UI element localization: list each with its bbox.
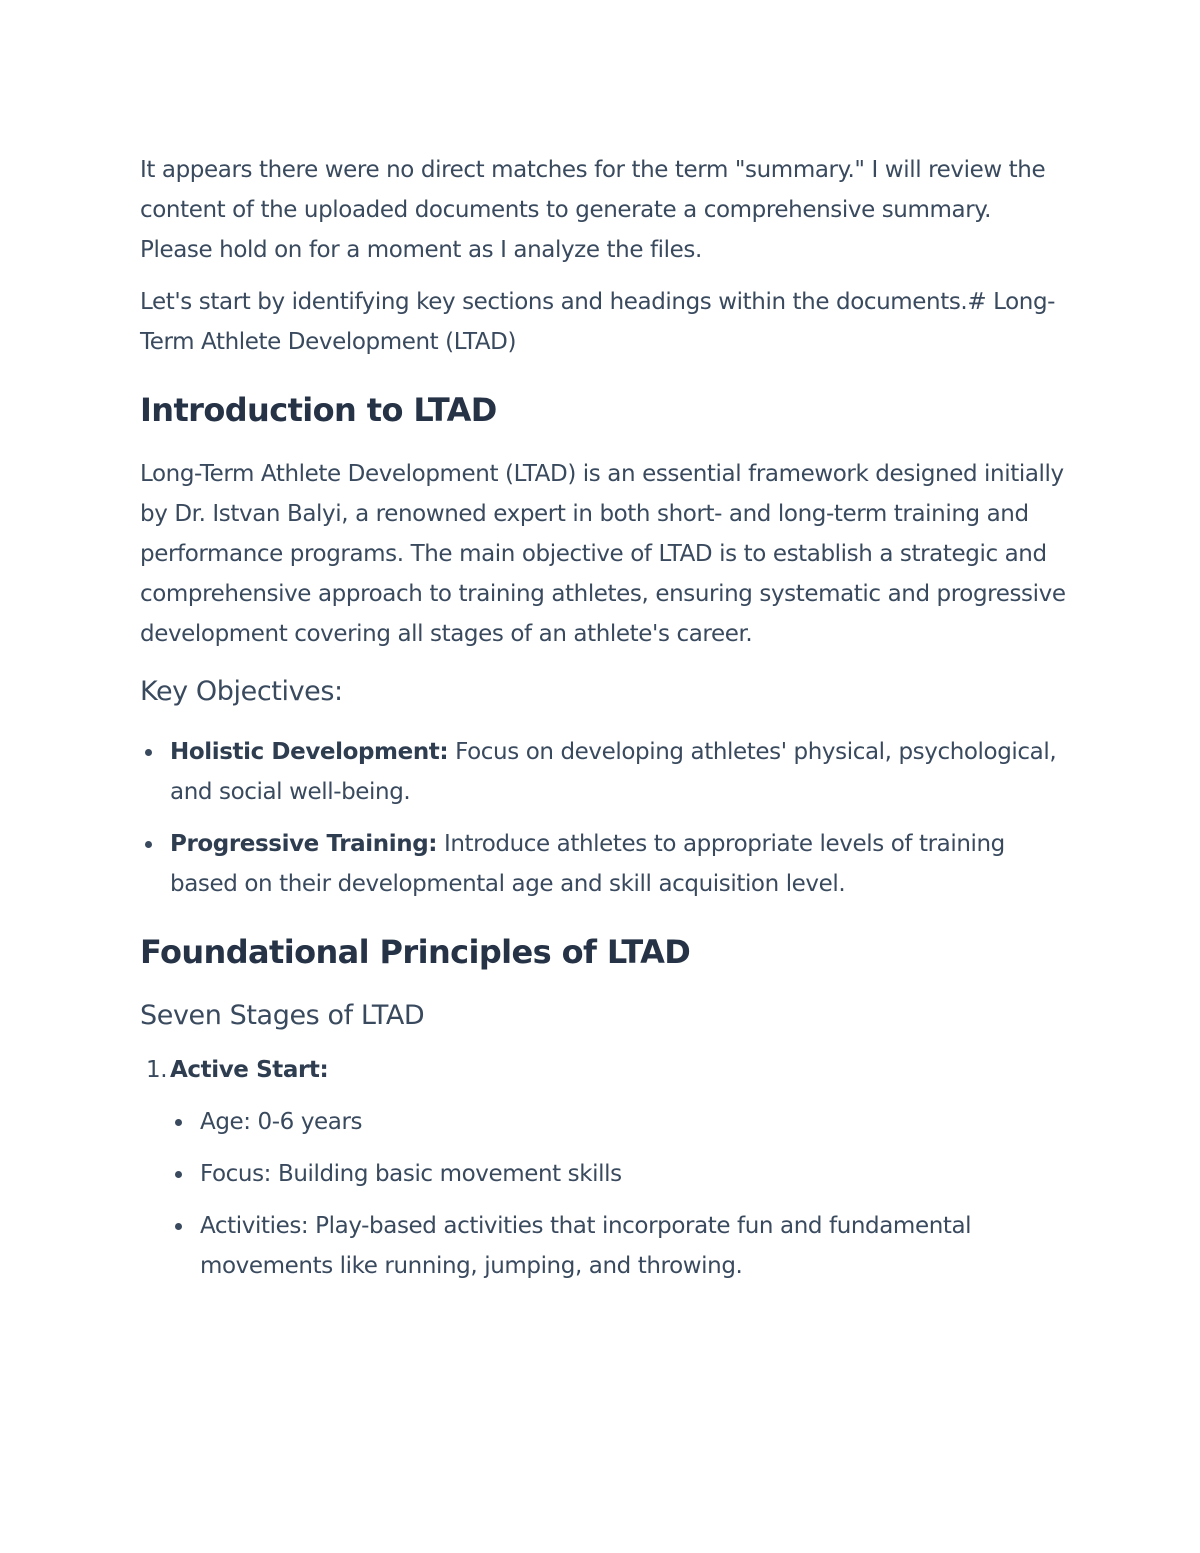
stage-item — [140, 1050, 1070, 1286]
objective-text: Focus on developing athletes' physical, psychological, and social well-being. — [170, 739, 1057, 805]
key-objectives-list — [140, 732, 1070, 904]
list-item: Activities: Play-based activities that incorporate fun and fundamental movements like running, jumping, and throwing. — [170, 1206, 1070, 1286]
objective-text: Introduce athletes to appropriate levels of training based on their developmental age and skill acquisition level. — [170, 831, 1005, 897]
section-heading-introduction: Introduction to LTAD — [140, 391, 497, 429]
stage-details-list — [170, 1102, 1070, 1286]
stage-title-row — [140, 1050, 1070, 1090]
section-heading-foundational-principles: Foundational Principles of LTAD — [140, 933, 691, 971]
document-page — [140, 150, 1070, 1298]
list-item — [140, 824, 1070, 904]
objective-label: Progressive Training: — [170, 831, 438, 857]
list-item — [140, 732, 1070, 812]
introduction-body: Long-Term Athlete Development (LTAD) is an essential framework designed initially by Dr. Istvan Balyi, a renowned expert in both short- and long-term training and performance programs. The main objective of LTAD is to establish a strategic and comprehensive approach to training athletes, ensuring systematic and progressive development covering all stages of an athlete's career. — [140, 461, 1066, 647]
stage-number: 1. — [146, 1057, 168, 1083]
intro-paragraph-2: Let's start by identifying key sections and headings within the documents.# Long-Term Athlete Development (LTAD) — [140, 289, 1056, 355]
list-item: Focus: Building basic movement skills — [170, 1154, 1070, 1194]
stage-title: Active Start: — [170, 1057, 329, 1083]
seven-stages-heading: Seven Stages of LTAD — [140, 1000, 425, 1031]
intro-paragraph: It appears there were no direct matches for the term "summary." I will review the content of the uploaded documents to generate a comprehensive summary. Please hold on for a moment as I analyze the files. — [140, 157, 1046, 263]
stages-list — [140, 1050, 1070, 1286]
key-objectives-heading: Key Objectives: — [140, 676, 343, 707]
objective-label: Holistic Development: — [170, 739, 449, 765]
list-item: Age: 0-6 years — [170, 1102, 1070, 1142]
